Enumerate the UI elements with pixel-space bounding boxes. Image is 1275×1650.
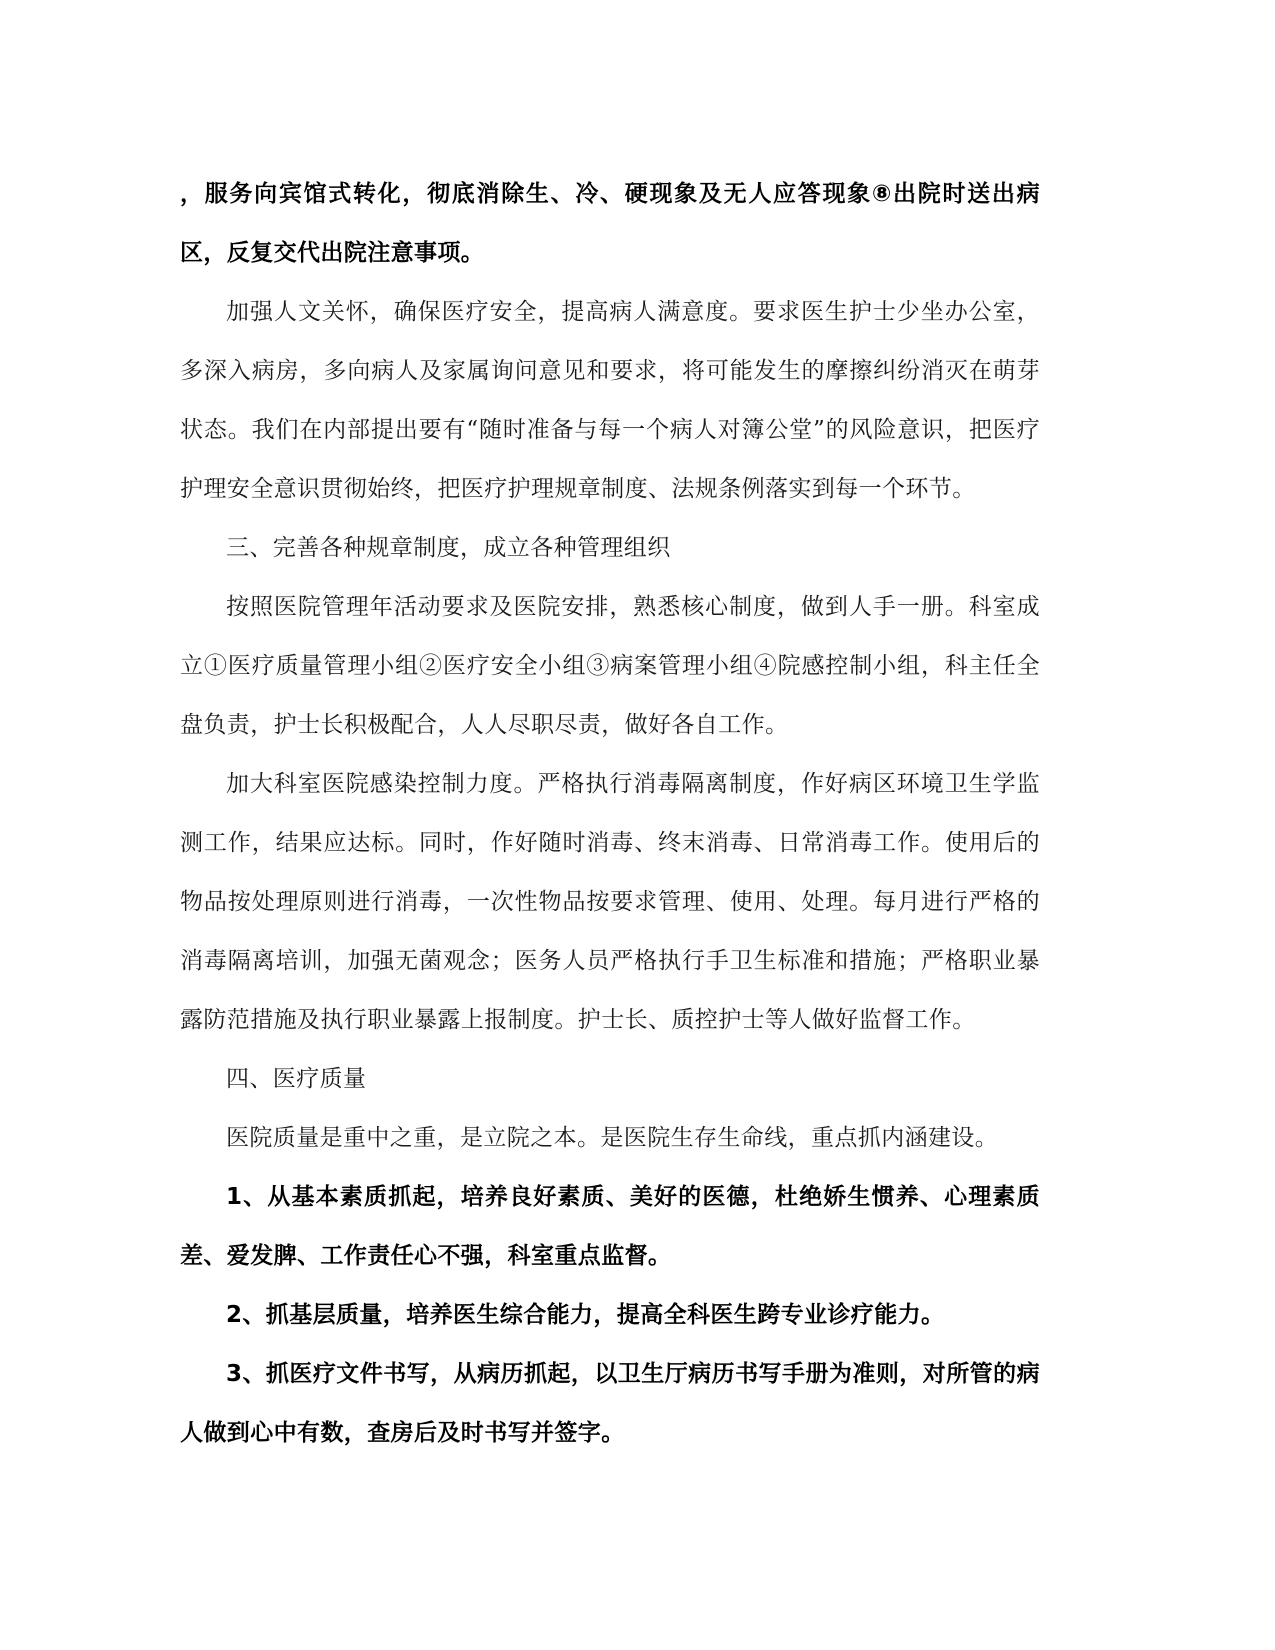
section-heading-rules: 三、完善各种规章制度，成立各种管理组织 — [226, 535, 671, 561]
document-body — [180, 165, 1040, 1463]
paragraph-humanistic-care: 加强人文关怀，确保医疗安全，提高病人满意度。要求医生护士少坐办公室，多深入病房，多向病人及家属询问意见和要求，将可能发生的摩擦纠纷消灭在萌芽状态。我们在内部提出要有“随时准备与每一个病人对簿公堂”的风险意识，把医疗护理安全意识贯彻始终，把医疗护理规章制度、法规条例落实到每一个环节。 — [180, 299, 1040, 502]
list-item-grassroots-quality: 2、抓基层质量，培养医生综合能力，提高全科医生跨专业诊疗能力。 — [226, 1302, 945, 1328]
paragraph-quality-importance: 医院质量是重中之重，是立院之本。是医院生存生命线，重点抓内涵建设。 — [226, 1125, 999, 1151]
list-item-medical-records: 3、抓医疗文件书写，从病历抓起，以卫生厅病历书写手册为准则，对所管的病人做到心中有数，查房后及时书写并签字。 — [180, 1361, 1040, 1446]
list-item-basic-quality: 1、从基本素质抓起，培养良好素质、美好的医德，杜绝娇生惯养、心理素质差、爱发脾、工作责任心不强，科室重点监督。 — [180, 1184, 1040, 1269]
section-heading-medical-quality: 四、医疗质量 — [226, 1066, 367, 1092]
paragraph-infection-control: 加大科室医院感染控制力度。严格执行消毒隔离制度，作好病区环境卫生学监测工作，结果应达标。同时，作好随时消毒、终末消毒、日常消毒工作。使用后的物品按处理原则进行消毒，一次性物品按要求管理、使用、处理。每月进行严格的消毒隔离培训，加强无菌观念；医务人员严格执行手卫生标准和措施；严格职业暴露防范措施及执行职业暴露上报制度。护士长、质控护士等人做好监督工作。 — [180, 771, 1040, 1033]
paragraph-management-groups: 按照医院管理年活动要求及医院安排，熟悉核心制度，做到人手一册。科室成立①医疗质量管理小组②医疗安全小组③病案管理小组④院感控制小组，科主任全盘负责，护士长积极配合，人人尽职尽责，做好各自工作。 — [180, 594, 1040, 738]
paragraph-service-discharge: ，服务向宾馆式转化，彻底消除生、冷、硬现象及无人应答现象⑧出院时送出病区，反复交代出院注意事项。 — [180, 181, 1040, 266]
